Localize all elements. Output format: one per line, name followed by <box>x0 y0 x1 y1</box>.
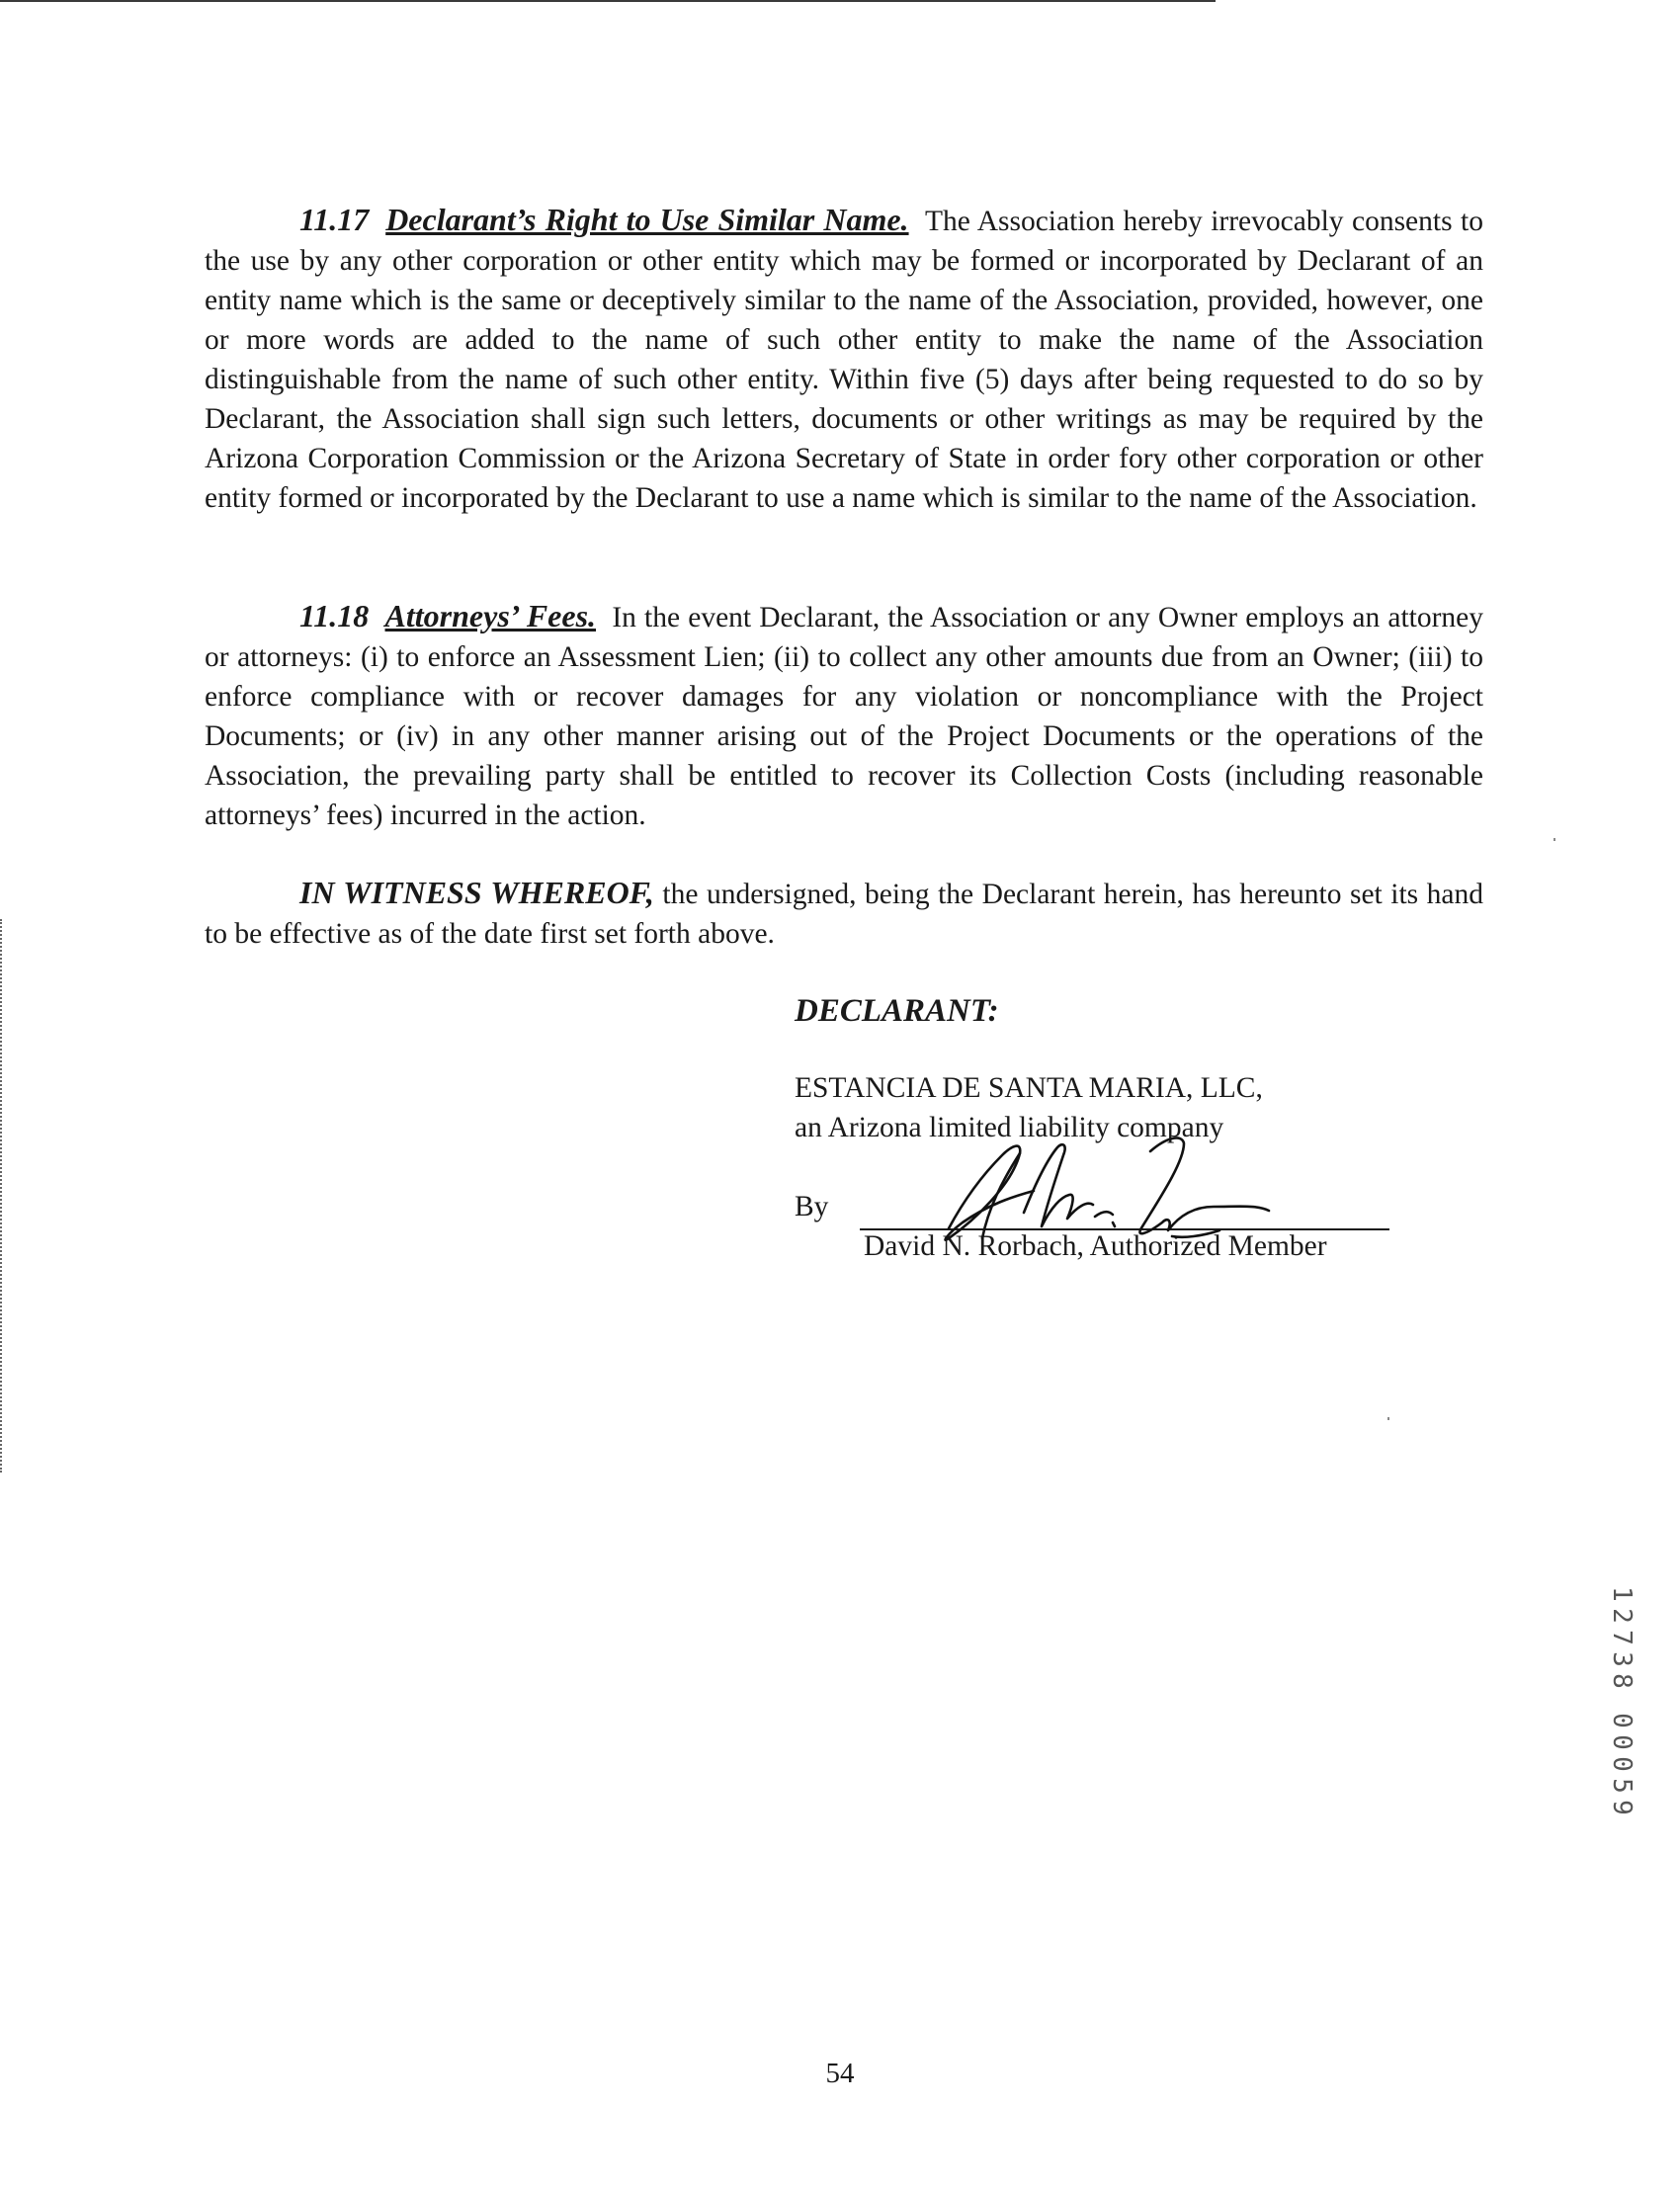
witness-body: the undersigned, being the Declarant herein, has hereunto set its hand to be effective as of the date first set forth above. <box>205 879 1483 950</box>
recording-digit: 7 <box>1607 1630 1637 1645</box>
scan-top-border <box>0 0 1216 2</box>
section-title: Declarant’s Right to Use Similar Name. <box>385 202 909 237</box>
recording-digit: 0 <box>1607 1734 1637 1750</box>
witness-clause <box>205 873 1483 954</box>
section-title: Attorneys’ Fees. <box>384 598 597 633</box>
recording-digit: 5 <box>1607 1778 1637 1794</box>
entity-description: an Arizona limited liability company <box>795 1112 1224 1143</box>
section-number: 11.17 <box>299 202 370 237</box>
recording-digit: 9 <box>1607 1800 1637 1815</box>
scan-speck <box>1387 1417 1389 1420</box>
page-number: 54 <box>825 2058 855 2089</box>
section-11-18 <box>205 596 1483 835</box>
recording-digit: 1 <box>1607 1586 1637 1602</box>
scan-speck <box>1554 838 1555 841</box>
section-11-17 <box>205 200 1483 518</box>
by-label: By <box>795 1191 829 1222</box>
scan-left-edge <box>0 919 4 1473</box>
entity-name: ESTANCIA DE SANTA MARIA, LLC, <box>795 1072 1263 1104</box>
recording-digit: 8 <box>1607 1673 1637 1689</box>
declarant-heading: DECLARANT: <box>795 993 999 1029</box>
recording-digit: 0 <box>1607 1756 1637 1772</box>
witness-lead: IN WITNESS WHEREOF, <box>299 875 654 910</box>
recording-number <box>1607 1581 1637 1818</box>
section-body: In the event Declarant, the Association or any Owner employs an attorney or attorneys: (i) to enforce an Assessment Lien; (ii) to collect any other amounts due from an Owner; (iii) to enforce compliance with or recover damages for any violation or noncompliance with the Project Documents; or (iv) in any other manner arising out of the Project Documents or the operations of the Association, the prevailing party shall be entitled to recover its Collection Costs (including reasonable attorneys’ fees) incurred in the action. <box>205 602 1484 831</box>
section-body: The Association hereby irrevocably consents to the use by any other corporation or other entity which may be formed or incorporated by Declarant of an entity name which is the same or deceptively similar to the name of the Association, provided, however, one or more words are added to the name of such other entity to make the name of the Association distinguishable from the name of such other entity. Within five (5) days after being requested to do so by Declarant, the Association shall sign such letters, documents or other writings as may be required by the Arizona Corporation Commission or the Arizona Secretary of State in order fory other corporation or other entity formed or incorporated by the Declarant to use a name which is similar to the name of the Association. <box>205 206 1484 514</box>
recording-digit: 0 <box>1607 1713 1637 1728</box>
section-number: 11.18 <box>299 598 370 633</box>
recording-digit: 3 <box>1607 1651 1637 1667</box>
signer-name: David N. Rorbach, Authorized Member <box>864 1230 1327 1262</box>
recording-digit: 2 <box>1607 1608 1637 1624</box>
